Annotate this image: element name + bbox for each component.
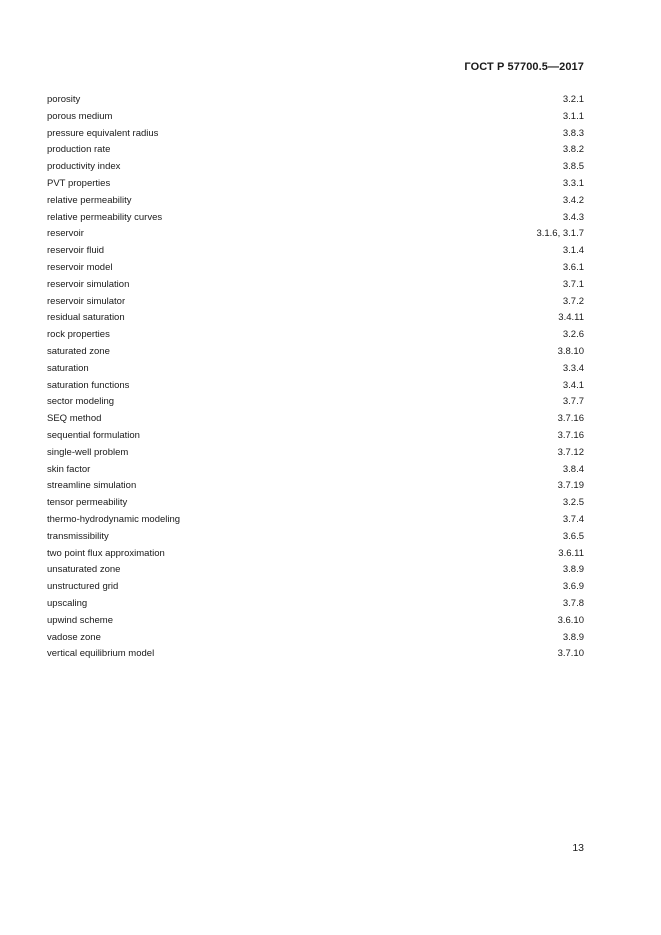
index-entry <box>47 126 584 143</box>
index-entry <box>47 378 584 395</box>
index-reference: 3.7.19 <box>557 480 584 492</box>
index-entry <box>47 226 584 243</box>
index-reference: 3.7.16 <box>557 413 584 425</box>
index-term: residual saturation <box>47 312 125 324</box>
index-term: porosity <box>47 94 81 105</box>
index-entry <box>47 428 584 445</box>
index-term: saturated zone <box>47 345 110 357</box>
index-reference: 3.3.1 <box>562 177 584 189</box>
index-entry <box>47 596 584 613</box>
index-reference: 3.7.16 <box>557 429 584 441</box>
index-term: relative permeability curves <box>47 211 163 223</box>
index-term: reservoir simulator <box>47 295 126 307</box>
index-reference: 3.7.10 <box>557 648 584 660</box>
index-term: reservoir simulation <box>47 278 130 290</box>
index-entry <box>47 495 584 512</box>
index-reference: 3.8.10 <box>557 345 584 357</box>
index-reference: 3.7.7 <box>562 396 584 408</box>
index-entry <box>47 478 584 495</box>
index-reference: 3.1.1 <box>562 110 584 122</box>
index-reference: 3.6.9 <box>562 581 584 593</box>
index-reference: 3.8.2 <box>562 144 584 156</box>
index-term: productivity index <box>47 161 121 173</box>
index-reference: 3.2.5 <box>562 497 584 509</box>
index-entry <box>47 210 584 227</box>
index-reference: 3.4.2 <box>562 194 584 206</box>
index-reference: 3.4.11 <box>558 312 584 324</box>
index-term: upscaling <box>47 597 88 609</box>
index-entry <box>47 142 584 159</box>
standard-id-header: ГОСТ Р 57700.5—2017 <box>464 61 584 73</box>
index-term: transmissibility <box>47 530 109 542</box>
index-term: rock properties <box>47 329 110 341</box>
index-reference: 3.7.12 <box>557 446 584 458</box>
page-number: 13 <box>572 842 584 854</box>
index-reference: 3.4.3 <box>562 211 584 223</box>
index-term: tensor permeability <box>47 497 128 509</box>
index-entry <box>47 327 584 344</box>
index-entry <box>47 260 584 277</box>
index-reference: 3.2.6 <box>562 329 584 341</box>
index-term: relative permeability <box>47 194 132 206</box>
index-term: vadose zone <box>47 631 101 643</box>
index-reference: 3.4.1 <box>562 379 584 391</box>
index-term: upwind scheme <box>47 614 114 626</box>
index-reference: 3.8.9 <box>562 564 584 576</box>
index-term: unstructured grid <box>47 581 119 593</box>
index-entry <box>47 394 584 411</box>
index-reference: 3.6.11 <box>558 547 584 559</box>
index-reference: 3.7.1 <box>562 278 584 290</box>
index-reference: 3.1.4 <box>562 245 584 257</box>
index-term: reservoir fluid <box>47 245 105 257</box>
index-reference: 3.8.4 <box>562 463 584 475</box>
index-reference: 3.7.4 <box>562 513 584 525</box>
index-entry <box>47 613 584 630</box>
index-reference: 3.8.3 <box>562 127 584 139</box>
index-entry <box>47 529 584 546</box>
index-entry <box>47 562 584 579</box>
index-entry <box>47 193 584 210</box>
index-term: unsaturated zone <box>47 564 121 576</box>
index-term: two point flux approximation <box>47 547 165 559</box>
index-entry <box>47 546 584 563</box>
index-reference: 3.2.1 <box>562 94 584 105</box>
index-entry <box>47 646 584 663</box>
index-term: SEQ method <box>47 413 102 425</box>
index-term: streamline simulation <box>47 480 137 492</box>
index-reference: 3.6.5 <box>562 530 584 542</box>
index-entry <box>47 310 584 327</box>
index-term: porous medium <box>47 110 113 122</box>
index-entry <box>47 344 584 361</box>
index-term: pressure equivalent radius <box>47 127 159 139</box>
index-reference: 3.7.8 <box>562 597 584 609</box>
index-reference: 3.3.4 <box>562 362 584 374</box>
index-entry <box>47 109 584 126</box>
index-term: sector modeling <box>47 396 115 408</box>
index-term: PVT properties <box>47 177 111 189</box>
index-reference: 3.8.9 <box>562 631 584 643</box>
index-term: saturation <box>47 362 89 374</box>
index-term: reservoir <box>47 228 84 240</box>
index-term: production rate <box>47 144 111 156</box>
index-reference: 3.7.2 <box>562 295 584 307</box>
index-term: saturation functions <box>47 379 130 391</box>
index-term: reservoir model <box>47 261 113 273</box>
index-entry <box>47 243 584 260</box>
index-entry <box>47 92 584 109</box>
index-entry <box>47 294 584 311</box>
index-reference: 3.6.1 <box>562 261 584 273</box>
index-reference: 3.1.6, 3.1.7 <box>536 228 584 240</box>
index-reference: 3.6.10 <box>557 614 584 626</box>
index-reference: 3.8.5 <box>562 161 584 173</box>
index-entry <box>47 445 584 462</box>
term-index-list <box>47 92 584 663</box>
index-term: sequential formulation <box>47 429 140 441</box>
index-term: vertical equilibrium model <box>47 648 155 660</box>
index-entry <box>47 159 584 176</box>
index-entry <box>47 361 584 378</box>
index-entry <box>47 411 584 428</box>
index-entry <box>47 512 584 529</box>
index-term: single-well problem <box>47 446 129 458</box>
index-entry <box>47 462 584 479</box>
index-entry <box>47 579 584 596</box>
index-term: thermo-hydrodynamic modeling <box>47 513 181 525</box>
index-entry <box>47 630 584 647</box>
index-entry <box>47 277 584 294</box>
index-term: skin factor <box>47 463 91 475</box>
index-entry <box>47 176 584 193</box>
